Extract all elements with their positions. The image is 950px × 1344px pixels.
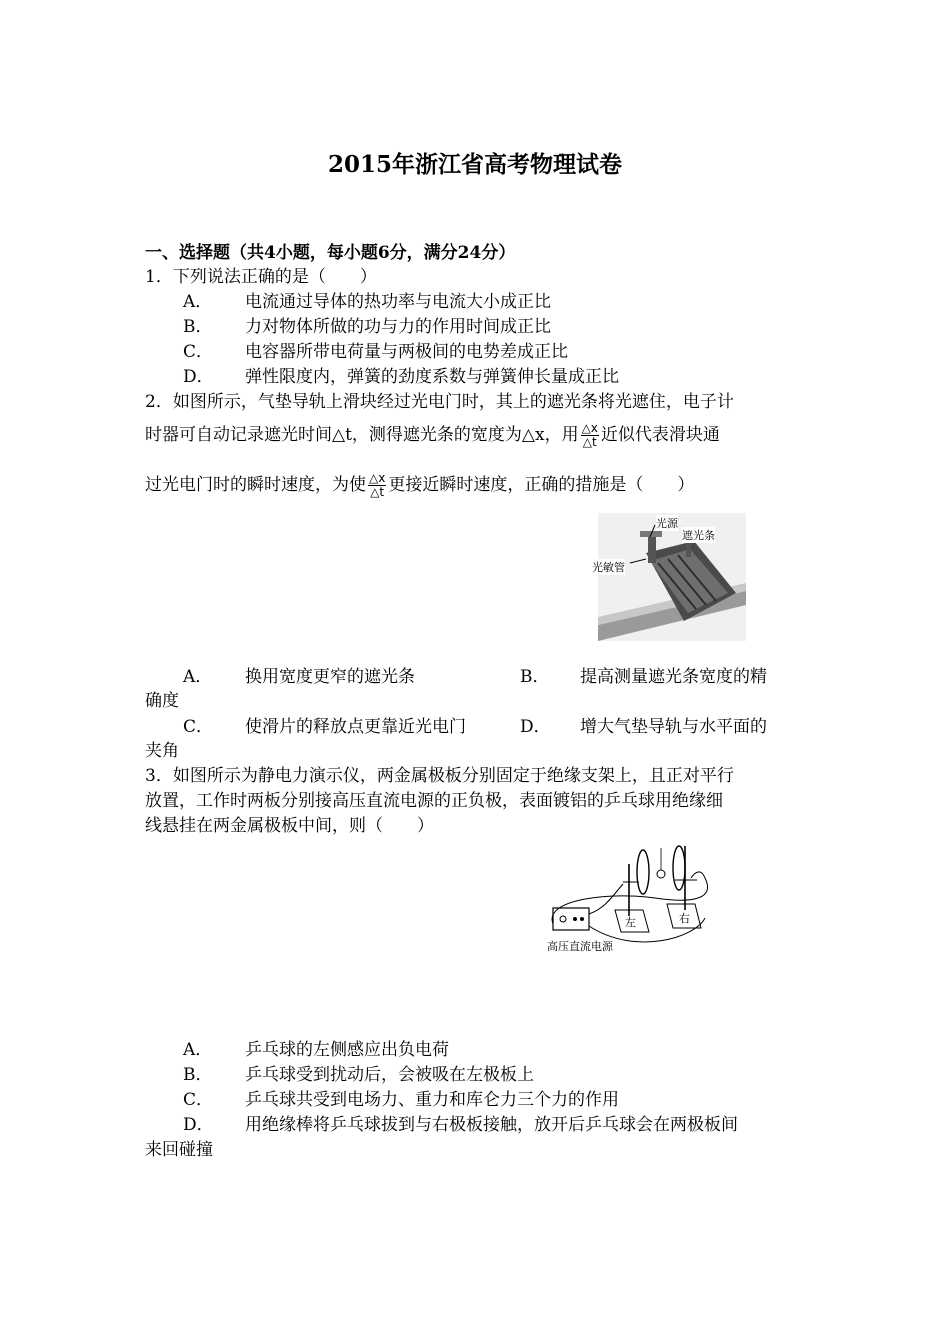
- option-letter: B．: [520, 667, 550, 687]
- label-right-plate: 右: [679, 912, 690, 925]
- section-heading: 一、选择题（共4小题，每小题6分，满分24分）: [145, 243, 516, 263]
- air-track-figure: [592, 513, 746, 641]
- fraction-dx-dt: [581, 422, 599, 449]
- fraction-numerator: △x: [369, 471, 386, 485]
- q2-line3-part2: 更接近瞬时速度，正确的措施是（ ）: [388, 475, 695, 495]
- label-shade-strip: 遮光条: [682, 529, 715, 542]
- fraction-numerator: △x: [581, 421, 598, 435]
- option-letter: C．: [183, 717, 214, 737]
- option-letter: A．: [183, 667, 213, 687]
- option-text: 换用宽度更窄的遮光条: [245, 667, 415, 687]
- q1-stem: 1．下列说法正确的是（ ）: [145, 267, 377, 287]
- fraction-dx-dt: [368, 472, 386, 499]
- page-title: 2015年浙江省高考物理试卷: [327, 151, 622, 178]
- label-power-supply: 高压直流电源: [547, 940, 613, 953]
- option-text: 电容器所带电荷量与两极间的电势差成正比: [245, 342, 568, 362]
- q2-line3: [145, 472, 694, 499]
- option-text: 弹性限度内，弹簧的劲度系数与弹簧伸长量成正比: [245, 367, 619, 387]
- q3-line1: 3．如图所示为静电力演示仪，两金属极板分别固定于绝缘支架上，且正对平行: [145, 766, 734, 786]
- option-text: 乒乓球的左侧感应出负电荷: [245, 1040, 449, 1060]
- option-text: 提高测量遮光条宽度的精: [580, 667, 767, 687]
- option-letter: B．: [183, 1065, 213, 1085]
- q2-option-b-continued: 确度: [145, 691, 179, 711]
- q2-line2-part1: 时器可自动记录遮光时间△t，测得遮光条的宽度为△x，用: [145, 425, 579, 445]
- air-track-illustration: [598, 513, 746, 641]
- option-letter: D．: [183, 367, 214, 387]
- option-letter: D．: [520, 717, 551, 737]
- option-text: 电流通过导体的热功率与电流大小成正比: [245, 292, 551, 312]
- option-text: 乒乓球共受到电场力、重力和库仑力三个力的作用: [245, 1090, 619, 1110]
- option-letter: C．: [183, 342, 214, 362]
- q3-line2: 放置，工作时两板分别接高压直流电源的正负极，表面镀铝的乒乓球用绝缘细: [145, 791, 723, 811]
- option-letter: D．: [183, 1115, 214, 1135]
- q2-line3-part1: 过光电门时的瞬时速度，为使: [145, 475, 366, 495]
- option-letter: A．: [183, 1040, 213, 1060]
- option-letter: B．: [183, 317, 213, 337]
- q2-line2: [145, 422, 720, 449]
- option-letter: A．: [183, 292, 213, 312]
- option-text: 使滑片的释放点更靠近光电门: [245, 717, 466, 737]
- label-light-source: 光源: [656, 517, 678, 530]
- label-left-plate: 左: [625, 916, 636, 929]
- option-letter: C．: [183, 1090, 214, 1110]
- q2-line1: 2．如图所示，气垫导轨上滑块经过光电门时，其上的遮光条将光遮住，电子计: [145, 392, 734, 412]
- label-photo-tube: 光敏管: [592, 561, 625, 574]
- electrostatic-demo-figure: [545, 838, 720, 956]
- option-text: 乒乓球受到扰动后，会被吸在左极板上: [245, 1065, 534, 1085]
- option-text: 力对物体所做的功与力的作用时间成正比: [245, 317, 551, 337]
- q3-option-d-continued: 来回碰撞: [145, 1140, 213, 1160]
- fraction-denominator: △t: [582, 435, 597, 449]
- fraction-denominator: △t: [370, 485, 385, 499]
- option-text: 增大气垫导轨与水平面的: [580, 717, 767, 737]
- option-text: 用绝缘棒将乒乓球拔到与右极板接触，放开后乒乓球会在两极板间: [245, 1115, 738, 1135]
- q3-line3: 线悬挂在两金属极板中间，则（ ）: [145, 816, 434, 836]
- q2-line2-part2: 近似代表滑块通: [600, 425, 720, 445]
- q2-option-d-continued: 夹角: [145, 741, 179, 761]
